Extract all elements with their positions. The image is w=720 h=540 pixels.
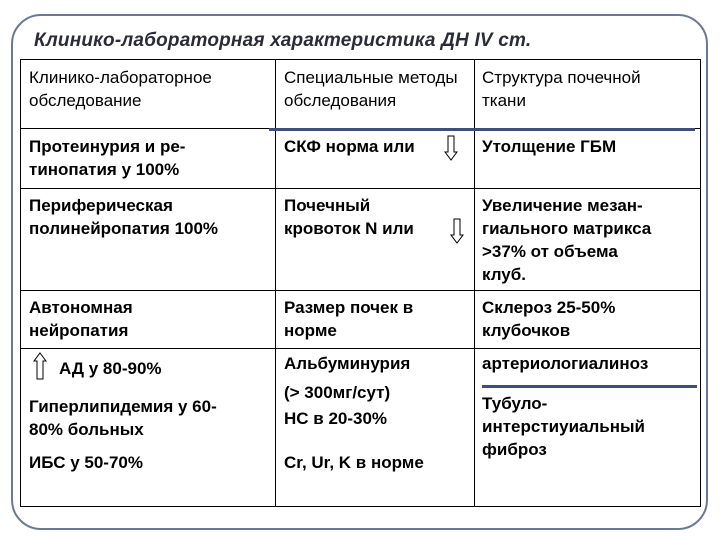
header-cell-kidney-structure: Структура почечной ткани (482, 68, 641, 110)
accent-bar (269, 128, 695, 131)
table-cell: Увеличение мезан- гиального матрикса >37% от объема клуб. (482, 196, 652, 284)
table-cell: АД у 80-90% (59, 359, 162, 378)
table-cell: Протеинурия и ре- тинопатия у 100% (29, 137, 186, 179)
row-divider (21, 290, 700, 291)
page-title: Клинико-лабораторная характеристика ДН IV ст. (34, 30, 532, 51)
table-cell: Периферическая полинейропатия 100% (29, 196, 219, 238)
table-cell: СКФ норма или (284, 137, 415, 156)
accent-bar (482, 385, 697, 388)
table-cell: Cr, Ur, K в норме (284, 453, 424, 472)
table-cell: ИБС у 50-70% (29, 453, 143, 472)
table-cell: Тубуло- интерстиуиальный фиброз (482, 394, 645, 459)
table-cell: Склероз 25-50% клубочков (482, 298, 616, 340)
table-cell: Альбуминурия (284, 354, 411, 373)
table-cell: Размер почек в норме (284, 298, 414, 340)
table-cell: (> 300мг/сут) НС в 20-30% (284, 383, 391, 428)
table-cell: Автономная нейропатия (29, 298, 133, 340)
column-divider (474, 60, 475, 506)
table-cell: Утолщение ГБМ (482, 137, 617, 156)
down-arrow-icon (444, 135, 458, 161)
header-cell-special-methods: Специальные методы обследования (284, 68, 458, 110)
table-cell: Гиперлипидемия у 60- 80% больных (29, 397, 217, 439)
row-divider (21, 348, 700, 349)
header-cell-clinical: Клинико-лабораторное обследование (29, 68, 212, 110)
table-cell: артериологиалиноз (482, 354, 649, 373)
column-divider (275, 60, 276, 506)
down-arrow-icon (450, 218, 464, 244)
characteristics-table (20, 59, 701, 507)
table-cell: Почечный кровоток N или (284, 196, 414, 238)
row-divider (21, 188, 700, 189)
up-arrow-icon (33, 352, 47, 380)
